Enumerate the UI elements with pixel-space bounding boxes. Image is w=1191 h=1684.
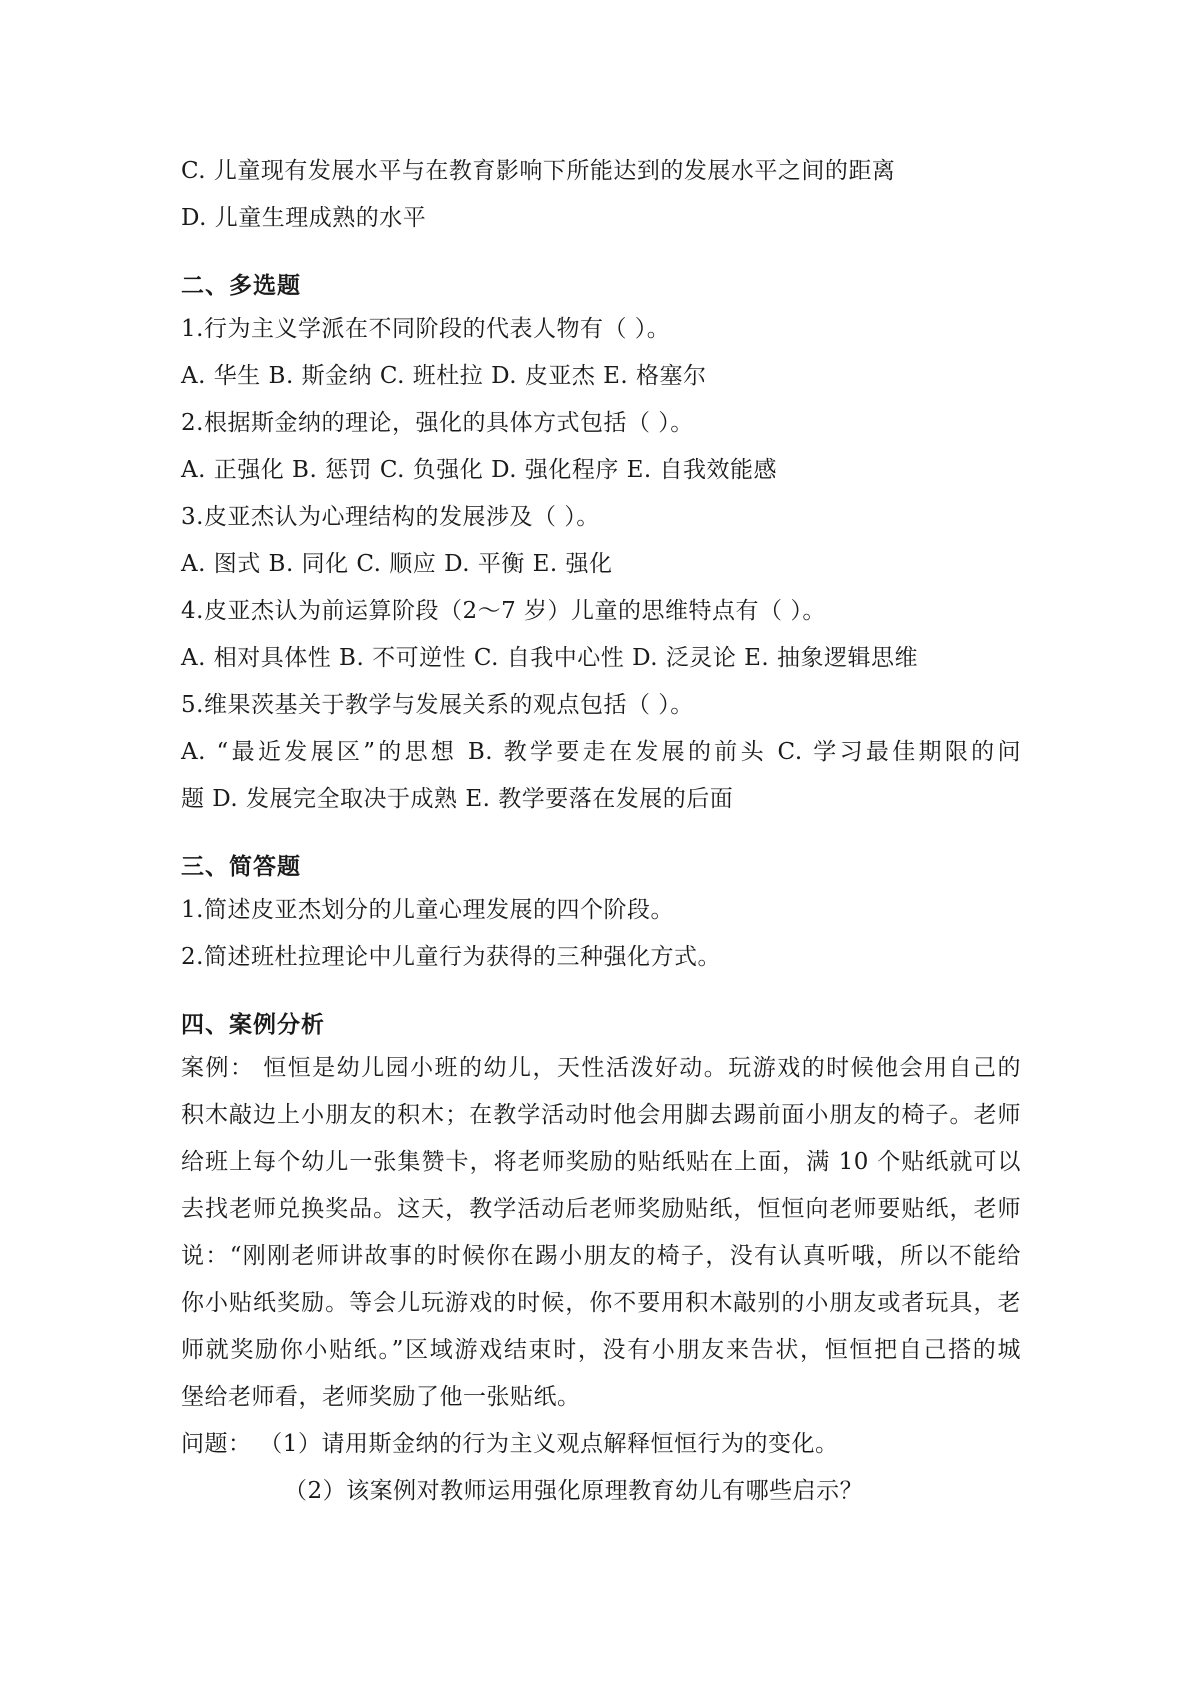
section-heading-case-analysis: 四、案例分析 [181, 1012, 325, 1038]
question-2-options: A. 正强化 B. 惩罚 C. 负强化 D. 强化程序 E. 自我效能感 [181, 457, 778, 483]
case-text-line: 说：“刚刚老师讲故事的时候你在踢小朋友的椅子，没有认真听哦，所以不能给 [181, 1243, 1021, 1269]
section-heading-short-answer: 三、简答题 [181, 854, 301, 880]
short-answer-section [181, 847, 1021, 981]
case-text-line: 给班上每个幼儿一张集赞卡，将老师奖励的贴纸贴在上面，满 10 个贴纸就可以 [181, 1149, 1021, 1175]
case-text-line: 师就奖励你小贴纸。”区域游戏结束时，没有小朋友来告状，恒恒把自己搭的城 [181, 1337, 1021, 1363]
case-text-line: 去找老师兑换奖品。这天，教学活动后老师奖励贴纸，恒恒向老师要贴纸，老师 [181, 1196, 1021, 1222]
question-4: 4.皮亚杰认为前运算阶段（2～7 岁）儿童的思维特点有（ ）。 [181, 598, 826, 624]
option-c: C. 儿童现有发展水平与在教育影响下所能达到的发展水平之间的距离 [181, 158, 896, 184]
case-analysis-section [181, 1005, 1021, 1515]
question-3-options: A. 图式 B. 同化 C. 顺应 D. 平衡 E. 强化 [181, 551, 613, 577]
case-text-line: 案例： 恒恒是幼儿园小班的幼儿，天性活泼好动。玩游戏的时候他会用自己的 [181, 1055, 1021, 1081]
question-5: 5.维果茨基关于教学与发展关系的观点包括（ ）。 [181, 692, 694, 718]
question-1: 1.行为主义学派在不同阶段的代表人物有（ ）。 [181, 316, 671, 342]
case-text-line: 积木敲边上小朋友的积木；在教学活动时他会用脚去踢前面小朋友的椅子。老师 [181, 1102, 1021, 1128]
question-2: 2.根据斯金纳的理论，强化的具体方式包括（ ）。 [181, 410, 694, 436]
single-choice-tail [181, 148, 1021, 242]
section-heading-multi-choice: 二、多选题 [181, 273, 301, 299]
question-3: 3.皮亚杰认为心理结构的发展涉及（ ）。 [181, 504, 600, 530]
document-page [181, 148, 1021, 1515]
case-question-2: （2）该案例对教师运用强化原理教育幼儿有哪些启示？ [284, 1478, 864, 1504]
question-5-options: A. “最近发展区”的思想 B. 教学要走在发展的前头 C. 学习最佳期限的问 [181, 739, 1021, 765]
multi-choice-section [181, 266, 1021, 823]
question-5-options-cont: 题 D. 发展完全取决于成熟 E. 教学要落在发展的后面 [181, 786, 734, 812]
case-text-line: 你小贴纸奖励。等会儿玩游戏的时候，你不要用积木敲别的小朋友或者玩具，老 [181, 1290, 1021, 1316]
short-answer-question-1: 1.简述皮亚杰划分的儿童心理发展的四个阶段。 [181, 897, 674, 923]
question-1-options: A. 华生 B. 斯金纳 C. 班杜拉 D. 皮亚杰 E. 格塞尔 [181, 363, 707, 389]
short-answer-question-2: 2.简述班杜拉理论中儿童行为获得的三种强化方式。 [181, 944, 721, 970]
case-question-1: 问题： （1）请用斯金纳的行为主义观点解释恒恒行为的变化。 [181, 1431, 839, 1457]
case-text-line: 堡给老师看，老师奖励了他一张贴纸。 [181, 1384, 581, 1410]
question-4-options: A. 相对具体性 B. 不可逆性 C. 自我中心性 D. 泛灵论 E. 抽象逻辑思维 [181, 645, 919, 671]
option-d: D. 儿童生理成熟的水平 [181, 205, 427, 231]
